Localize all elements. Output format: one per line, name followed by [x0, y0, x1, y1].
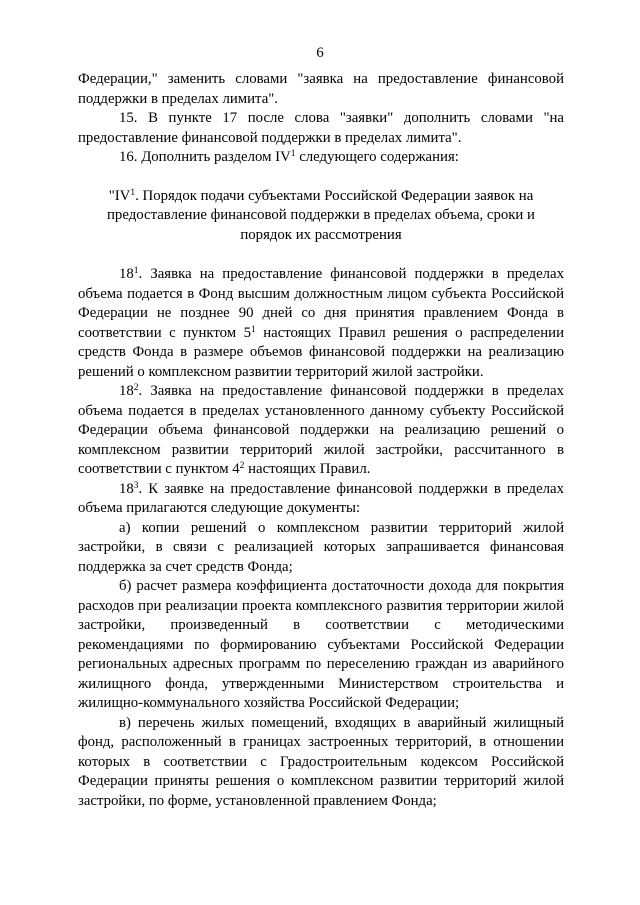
superscript: 2: [133, 383, 139, 393]
heading-text: "IV: [108, 187, 131, 204]
section-heading: [78, 187, 564, 246]
superscript: 1: [130, 187, 136, 198]
paragraph-text: в) перечень жилых помещений, входящих в аварийный жилищный фонд, расположенный в границах застроенных территорий, в отношении которых в соответствии с Градостроительным кодексом Российской Федерации приняты решения о комплексном развитии территорий жилой застройки, по форме, установленной правлением Фонда;: [78, 714, 564, 809]
paragraph-text: . Заявка на предоставление финансовой поддержки в пределах объема подается в пределах установленного данному субъекту Российской Федерации объема финансовой поддержки на реализацию решений о комплексном развитии территорий жилой застройки, рассчитанного в соответствии с пунктом 4: [78, 383, 564, 477]
paragraph-item-18-3: [78, 480, 564, 519]
list-item-v: [78, 714, 564, 812]
item-number: 18: [119, 480, 134, 497]
superscript: 1: [133, 266, 139, 276]
superscript: 2: [239, 461, 245, 471]
paragraph-text: а) копии решений о комплексном развитии территорий жилой застройки, в связи с реализацией которых запрашивается финансовая поддержка за счет средств Фонда;: [78, 519, 564, 575]
item-number: 18: [119, 383, 134, 399]
page-number: 6: [316, 45, 324, 61]
superscript: 1: [290, 149, 296, 159]
paragraph-text: Федерации," заменить словами "заявка на предоставление финансовой поддержки в пределах лимита".: [78, 71, 564, 107]
superscript: 1: [250, 324, 256, 335]
paragraph-text: . К заявке на предоставление финансовой поддержки в пределах объема прилагаются следующие документы:: [78, 480, 564, 516]
superscript: 3: [133, 480, 139, 491]
paragraph-item-18-2: [78, 382, 564, 480]
paragraph-text: настоящих Правил.: [244, 461, 371, 477]
paragraph-text: . Заявка на предоставление финансовой поддержки в пределах объема подается в Фонд высшим должностным лицом субъекта Российской Федерации не позднее 90 дней со дня принятия правлением Фонда в соответствии с пунктом 5: [78, 266, 564, 341]
paragraph-text: 15. В пункте 17 после слова "заявки" дополнить словами "на предоставление финансовой поддержки в пределах лимита".: [78, 110, 564, 146]
paragraph-text: 16. Дополнить разделом IV: [119, 149, 291, 165]
item-number: 18: [119, 266, 134, 282]
paragraph-text: настоящих Правил решения о распределении средств Фонда в размере объемов финансовой поддержки на реализацию решений о комплексном развитии территорий жилой застройки.: [78, 324, 564, 380]
paragraph-item-15: [78, 109, 564, 148]
paragraph-item-16: [78, 148, 564, 168]
list-item-b: [78, 577, 564, 714]
paragraph-item-18-1: [78, 265, 564, 382]
paragraph-text: следующего содержания:: [295, 149, 459, 165]
list-item-a: [78, 519, 564, 578]
paragraph-continuation: [78, 70, 564, 109]
heading-text: . Порядок подачи субъектами Российской Федерации заявок на предоставление финансовой поддержки в пределах объема, сроки и порядок их рассмотрения: [107, 187, 535, 243]
paragraph-text: б) расчет размера коэффициента достаточности дохода для покрытия расходов при реализации проекта комплексного развития территории жилой застройки, произведенный в соответствии с методическими рекомендациями по формированию субъектами Российской Федерации региональных адресных программ по переселению граждан из аварийного жилищного фонда, утвержденными Министерством строительства и жилищно-коммунального хозяйства Российской Федерации;: [78, 578, 564, 711]
document-body: [78, 70, 564, 811]
